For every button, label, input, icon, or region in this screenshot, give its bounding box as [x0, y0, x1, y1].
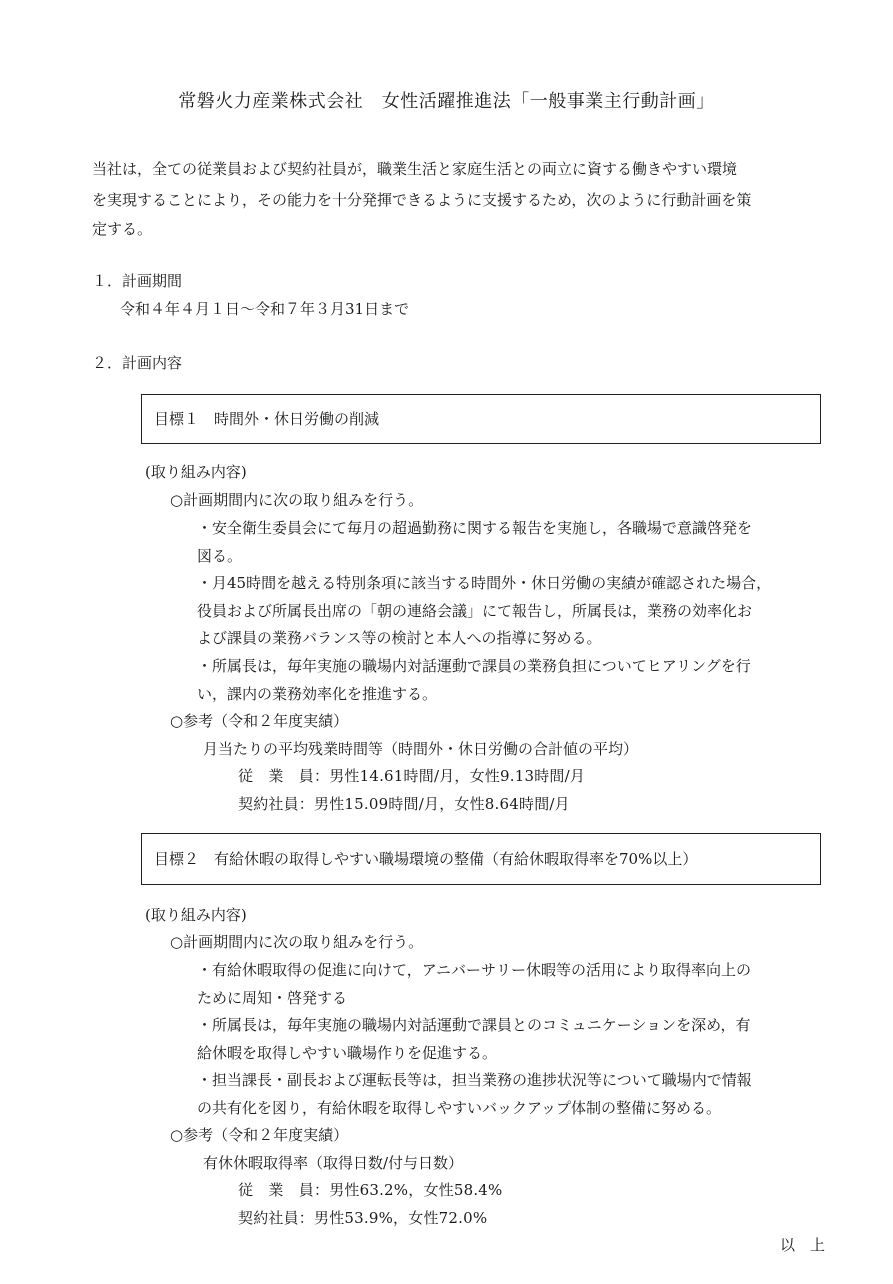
goal2-reference-label: ○参考（令和２年度実績）: [170, 1126, 349, 1144]
goal1-bullet-3-line-2: い，課内の業務効率化を推進する。: [197, 685, 438, 703]
goal2-bullet-3-line-1: ・担当課長・副長および運転長等は，担当業務の進捗状況等について職場内で情報: [197, 1071, 752, 1089]
goal2-bullet-2-line-1: ・所属長は，毎年実施の職場内対話運動で課員とのコミュニケーションを深め，有: [197, 1016, 751, 1034]
goal1-bullet-2-line-3: よび課員の業務バランス等の検討と本人への指導に努める。: [197, 629, 602, 647]
goal1-reference-title: 月当たりの平均残業時間等（時間外・休日労働の合計値の平均）: [203, 740, 639, 758]
plan-period: 令和４年４月１日～令和７年３月31日まで: [120, 300, 410, 318]
goal1-actions-label: (取り組み内容): [145, 463, 247, 481]
goal2-bullet-3-line-2: の共有化を図り，有給休暇を取得しやすいバックアップ体制の整備に努める。: [197, 1099, 721, 1117]
page-title: 常磐火力産業株式会社 女性活躍推進法「一般事業主行動計画」: [178, 91, 715, 112]
goal1-bullet-2-line-1: ・月45時間を越える特別条項に該当する時間外・休日労働の実績が確認された場合，: [197, 574, 772, 592]
goal2-reference-row-employees: 従 業 員：男性63.2%，女性58.4%: [238, 1181, 503, 1199]
goal2-bullet-2-line-2: 給休暇を取得しやすい職場作りを促進する。: [197, 1044, 498, 1062]
goal2-bullet-1-line-1: ・有給休暇取得の促進に向けて，アニバーサリー休暇等の活用により取得率向上の: [197, 961, 751, 979]
goal1-bullet-1-line-2: 図る。: [197, 547, 243, 565]
goal1-reference-row-employees: 従 業 員：男性14.61時間/月，女性9.13時間/月: [238, 767, 586, 785]
goal1-reference-row-contract: 契約社員：男性15.09時間/月，女性8.64時間/月: [238, 795, 570, 813]
goal1-actions-intro: ○計画期間内に次の取り組みを行う。: [170, 491, 424, 509]
goal1-title: 目標１ 時間外・休日労働の削減: [154, 410, 380, 428]
goal2-box: [141, 833, 821, 885]
goal2-reference-row-contract: 契約社員：男性53.9%，女性72.0%: [238, 1209, 488, 1227]
goal1-box: [141, 394, 821, 444]
intro-line-3: 定する。: [92, 220, 153, 238]
goal2-reference-title: 有休休暇取得率（取得日数/付与日数）: [203, 1154, 464, 1172]
goal2-title: 目標２ 有給休暇の取得しやすい職場環境の整備（有給休暇取得率を70%以上）: [154, 850, 698, 868]
goal2-actions-intro: ○計画期間内に次の取り組みを行う。: [170, 933, 424, 951]
goal1-bullet-3-line-1: ・所属長は，毎年実施の職場内対話運動で課員の業務負担についてヒアリングを行: [197, 657, 751, 675]
section1-heading: １．計画期間: [92, 272, 183, 290]
closing-mark: 以 上: [779, 1236, 825, 1254]
intro-line-2: を実現することにより，その能力を十分発揮できるように支援するため，次のように行動計画を策: [92, 191, 752, 209]
goal1-bullet-1-line-1: ・安全衛生委員会にて毎月の超過勤務に関する報告を実施し，各職場で意識啓発を: [197, 519, 753, 537]
intro-line-1: 当社は，全ての従業員および契約社員が，職業生活と家庭生活との両立に資する働きやすい環境: [92, 160, 738, 178]
goal2-bullet-1-line-2: ために周知・啓発する: [197, 989, 348, 1007]
section2-heading: ２．計画内容: [92, 354, 183, 372]
goal2-actions-label: (取り組み内容): [145, 906, 247, 924]
goal1-bullet-2-line-2: 役員および所属長出席の「朝の連絡会議」にて報告し，所属長は，業務の効率化お: [197, 602, 753, 620]
goal1-reference-label: ○参考（令和２年度実績）: [170, 712, 349, 730]
